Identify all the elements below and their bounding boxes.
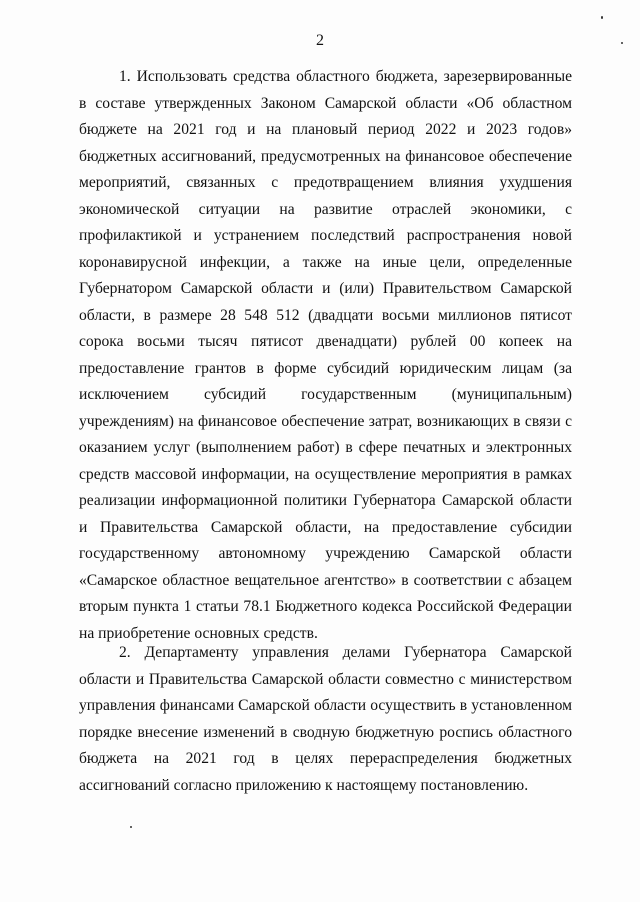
- scan-speck: [601, 16, 603, 19]
- paragraph-2: 2. Департаменту управления делами Губернатора Самарской области и Правительства Самарской области совместно с министерством управления финансами Самарской области осуществить в установленном порядке внесение изменений в сводную бюджетную роспись областного бюджета на 2021 год в целях перераспределения бюджетных ассигнований согласно приложению к настоящему постановлению.: [79, 644, 572, 794]
- scan-speck: [130, 826, 132, 828]
- page-number: 2: [316, 32, 324, 49]
- scan-speck: [621, 42, 623, 44]
- paragraph-1: 1. Использовать средства областного бюджета, зарезервированные в составе утвержденных Законом Самарской области «Об областном бюджете на 2021 год и на плановый период 2022 и 2023 годов» бюджетных ассигнований, предусмотренных на финансовое обеспечение мероприятий, связанных с предотвращением влияния ухудшения экономической ситуации на развитие отраслей экономики, с профилактикой и устранением последствий распространения новой коронавирусной инфекции, а также на иные цели, определенные Губернатором Самарской области и (или) Правительством Самарской области, в размере 28 548 512 (двадцати восьми миллионов пятисот сорока восьми тысяч пятисот двенадцати) рублей 00 копеек на предоставление грантов в форме субсидий юридическим лицам (за исключением субсидий государственным (муниципальным) учреждениям) на финансовое обеспечение затрат, возникающих в связи с оказанием услуг (выполнением работ) в сфере печатных и электронных средств массовой информации, на осуществление мероприятия в рамках реализации информационной политики Губернатора Самарской области и Правительства Самарской области, на предоставление субсидии государственному автономному учреждению Самарской области «Самарское областное вещательное агентство» в соответствии с абзацем вторым пункта 1 статьи 78.1 Бюджетного кодекса Российской Федерации на приобретение основных средств.: [79, 68, 572, 642]
